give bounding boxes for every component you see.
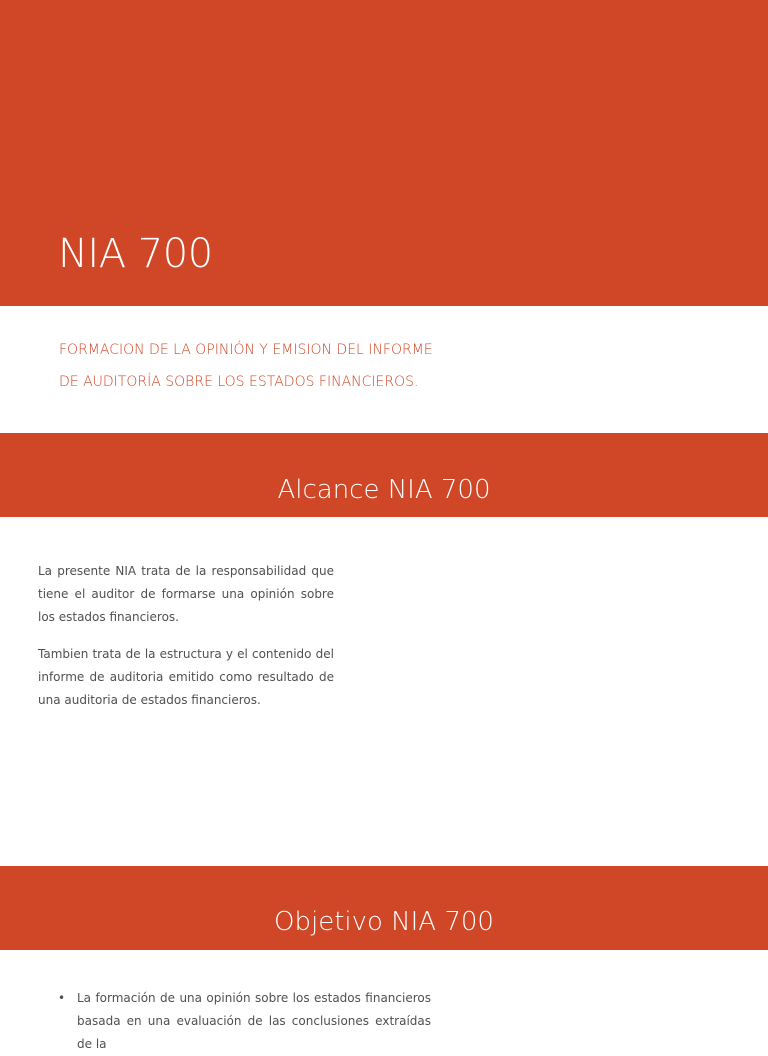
list-item [58,987,431,1056]
subtitle-line: DE AUDITORÍA SOBRE LOS ESTADOS FINANCIEROS. [59,374,419,390]
page-title: NIA 700 [58,231,213,277]
bullet-icon: • [58,991,66,1005]
alcance-heading: Alcance NIA 700 [277,475,491,505]
alcance-paragraph: Tambien trata de la estructura y el contenido del informe de auditoria emitido como resultado de una auditoria de estados financieros. [38,647,334,707]
subtitle-line: FORMACION DE LA OPINIÓN Y EMISION DEL INFORME [59,342,433,358]
list-item-text: La formación de una opinión sobre los estados financieros basada en una evaluación de las conclusiones extraídas de la [77,991,431,1051]
alcance-paragraph: La presente NIA trata de la responsabilidad que tiene el auditor de formarse una opinión sobre los estados financieros. [38,564,334,624]
objetivo-list [58,987,431,1056]
objetivo-heading: Objetivo NIA 700 [274,907,494,937]
subtitle [59,334,489,398]
